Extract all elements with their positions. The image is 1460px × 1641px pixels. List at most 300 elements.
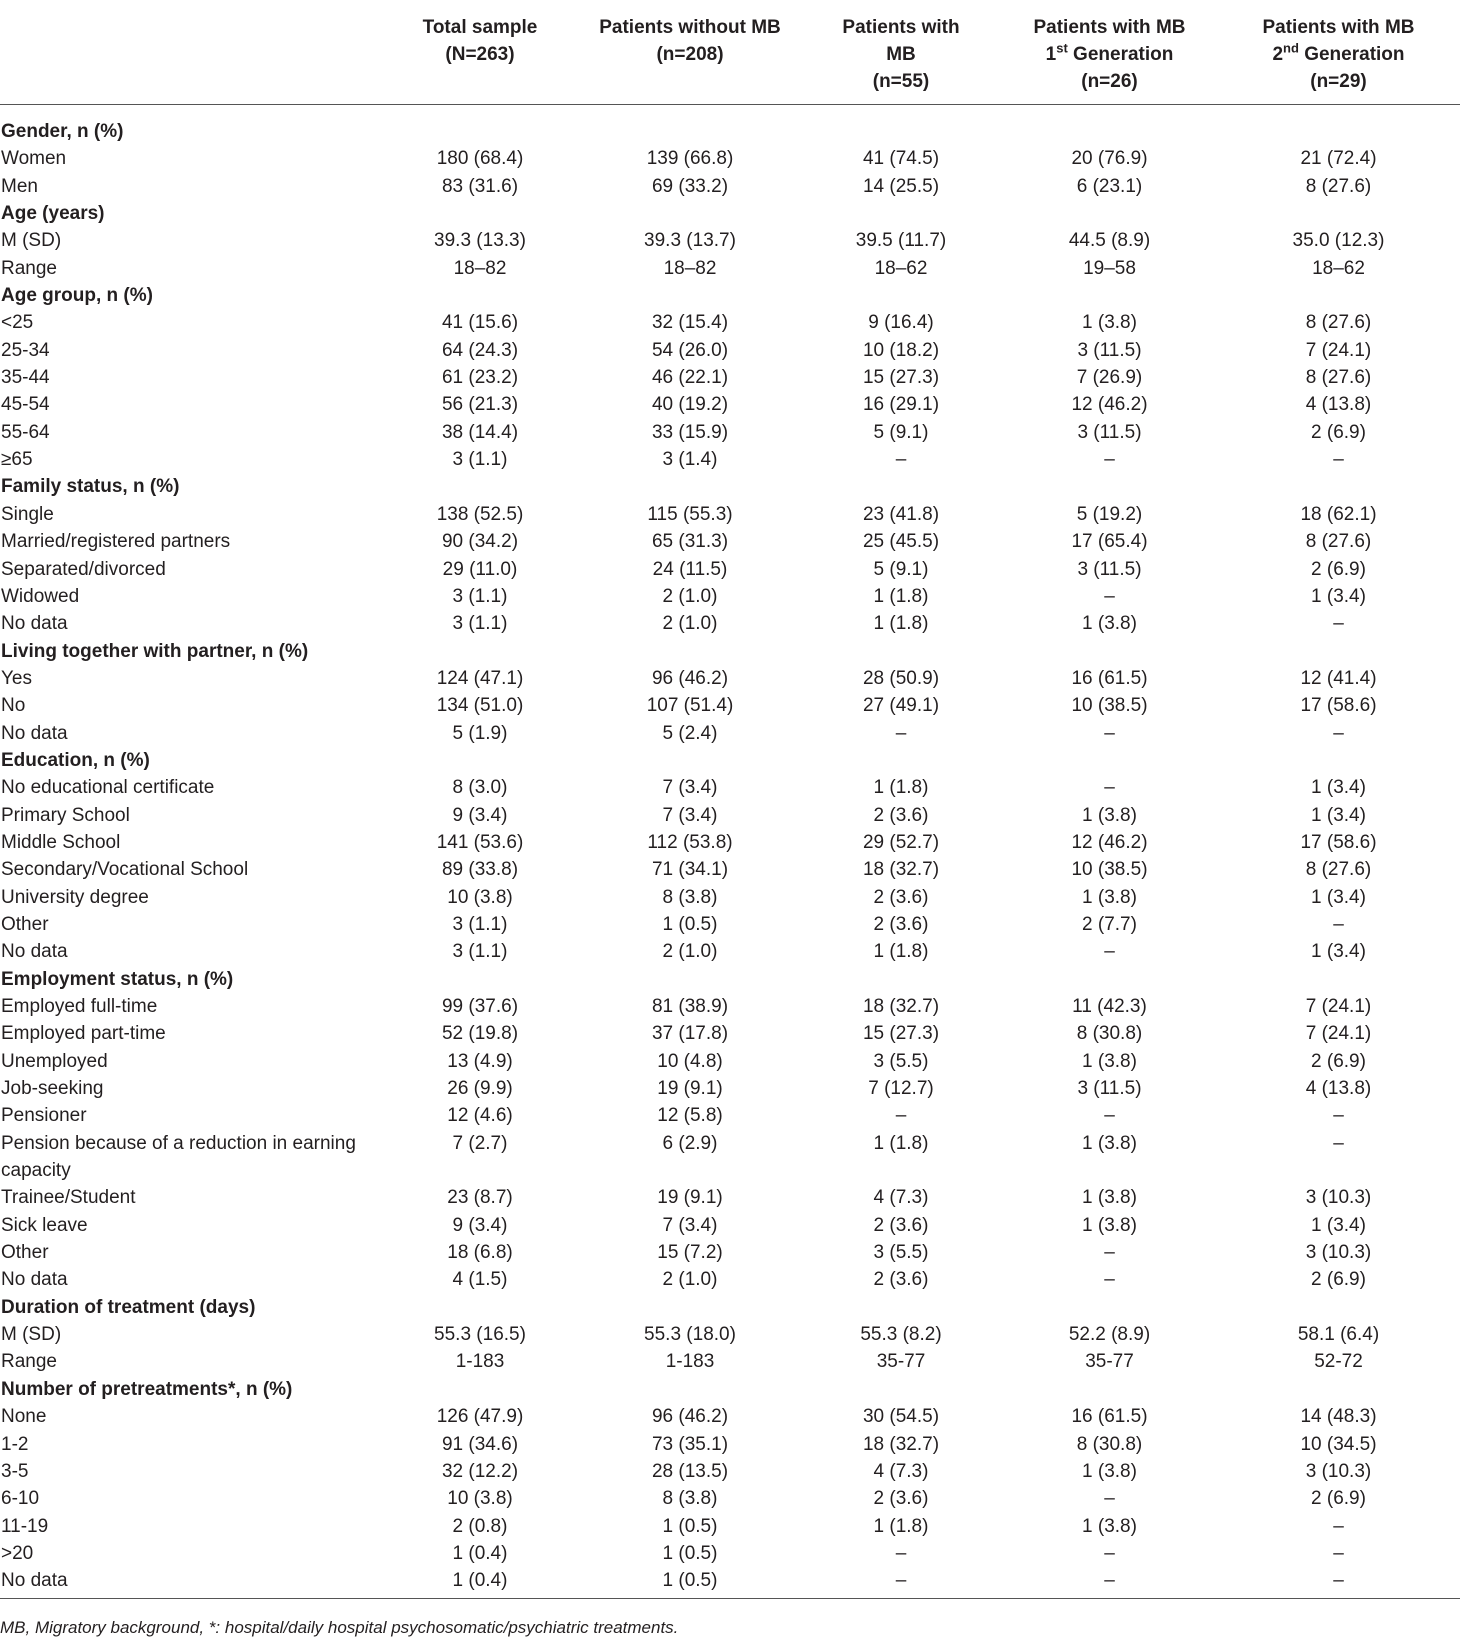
table-row bbox=[0, 1403, 1460, 1430]
cell-col-2: 1 (0.5) bbox=[662, 1515, 718, 1537]
cell-col-4 bbox=[1002, 473, 1217, 500]
cell-col-5: 7 (24.1) bbox=[1305, 996, 1372, 1017]
row-label: Range bbox=[1, 1351, 57, 1373]
cell-col-4: 1 (3.8) bbox=[1082, 1187, 1137, 1209]
row-label: 25-34 bbox=[1, 339, 50, 361]
row-label: None bbox=[1, 1406, 47, 1428]
row-label: Employed full-time bbox=[1, 996, 158, 1017]
cell-col-4: 1 (3.8) bbox=[1082, 1515, 1137, 1537]
cell-col-5: 7 (24.1) bbox=[1305, 1023, 1372, 1045]
row-label: Married/registered partners bbox=[1, 531, 231, 553]
row-label: 3-5 bbox=[1, 1460, 29, 1482]
cell-col-2: 24 (11.5) bbox=[652, 558, 728, 580]
cell-col-3: 41 (74.5) bbox=[862, 148, 940, 170]
cell-col-5: 3 (10.3) bbox=[1305, 1242, 1372, 1264]
cell-col-3: 18 (32.7) bbox=[862, 1433, 940, 1455]
section-label: Education, n (%) bbox=[1, 749, 150, 771]
cell-col-5: 18 (62.1) bbox=[1300, 503, 1377, 525]
cell-col-3: 28 (50.9) bbox=[862, 667, 940, 689]
cell-col-5: – bbox=[1333, 1542, 1344, 1564]
table-row bbox=[0, 556, 1460, 583]
cell-col-4: 19–58 bbox=[1083, 257, 1136, 279]
table-row bbox=[0, 1485, 1460, 1512]
cell-col-4: 1 (3.8) bbox=[1082, 1050, 1137, 1072]
row-label: Men bbox=[1, 175, 38, 197]
cell-col-1: 55.3 (16.5) bbox=[434, 1324, 526, 1346]
cell-col-4: – bbox=[1104, 777, 1115, 799]
table-row bbox=[0, 1239, 1460, 1266]
cell-col-4: 3 (11.5) bbox=[1077, 558, 1142, 580]
cell-col-2: 96 (46.2) bbox=[651, 667, 729, 689]
cell-col-1: 13 (4.9) bbox=[447, 1050, 513, 1072]
cell-col-1: 90 (34.2) bbox=[441, 531, 519, 553]
table-row bbox=[0, 692, 1460, 719]
cell-col-2: 46 (22.1) bbox=[651, 367, 729, 389]
cell-col-5: 52-72 bbox=[1314, 1351, 1363, 1373]
cell-col-4: 2 (7.7) bbox=[1082, 913, 1137, 935]
cell-col-2 bbox=[580, 1294, 800, 1321]
table-row bbox=[0, 1513, 1460, 1540]
cell-col-2: 2 (1.0) bbox=[662, 941, 718, 963]
table-row bbox=[0, 145, 1460, 172]
cell-col-3: 25 (45.5) bbox=[862, 531, 940, 553]
table-row bbox=[0, 610, 1460, 637]
table-row bbox=[0, 1102, 1460, 1129]
row-label: >20 bbox=[1, 1542, 34, 1564]
column-header-5 bbox=[1217, 0, 1460, 105]
cell-col-4: 3 (11.5) bbox=[1077, 339, 1142, 361]
cell-col-4: 6 (23.1) bbox=[1076, 175, 1143, 197]
table-row bbox=[0, 501, 1460, 528]
cell-col-2: 107 (51.4) bbox=[646, 695, 734, 717]
cell-col-4: 3 (11.5) bbox=[1077, 421, 1142, 443]
cell-col-5: 8 (27.6) bbox=[1305, 531, 1372, 553]
cell-col-2 bbox=[580, 1376, 800, 1403]
cell-col-5: 35.0 (12.3) bbox=[1292, 230, 1385, 252]
cell-col-1: 2 (0.8) bbox=[452, 1515, 508, 1537]
column-header-line: Patients with MB bbox=[1262, 17, 1415, 38]
cell-col-4: 11 (42.3) bbox=[1072, 996, 1147, 1017]
table-body bbox=[0, 105, 1460, 1599]
cell-col-3: – bbox=[895, 1105, 907, 1127]
cell-col-1: 23 (8.7) bbox=[447, 1187, 513, 1209]
cell-col-1: 1 (0.4) bbox=[452, 1542, 508, 1564]
cell-col-3: 5 (9.1) bbox=[873, 558, 929, 580]
cell-col-3 bbox=[800, 966, 1002, 993]
table-row bbox=[0, 1431, 1460, 1458]
cell-col-3: 16 (29.1) bbox=[862, 394, 940, 416]
cell-col-3: 9 (16.4) bbox=[868, 312, 934, 334]
row-label: M (SD) bbox=[1, 1324, 62, 1346]
cell-col-3: 3 (5.5) bbox=[873, 1242, 929, 1264]
section-header-row bbox=[0, 747, 1460, 774]
cell-col-4: 1 (3.8) bbox=[1082, 312, 1137, 334]
cell-col-1 bbox=[380, 473, 580, 500]
section-header-row bbox=[0, 105, 1460, 146]
header-stub bbox=[0, 0, 380, 105]
cell-col-4 bbox=[1002, 966, 1217, 993]
column-header-line: 1st Generation bbox=[1045, 40, 1174, 65]
row-label: Unemployed bbox=[1, 1050, 108, 1072]
section-label: Age (years) bbox=[1, 203, 105, 225]
cell-col-2: 8 (3.8) bbox=[662, 886, 718, 908]
section-label: Family status, n (%) bbox=[1, 476, 180, 498]
row-label: Trainee/Student bbox=[1, 1187, 136, 1209]
cell-col-2: 6 (2.9) bbox=[662, 1132, 718, 1154]
cell-col-2: 73 (35.1) bbox=[651, 1433, 729, 1455]
column-header-line: Patients with MB bbox=[1033, 17, 1186, 38]
table-row bbox=[0, 1130, 1460, 1185]
cell-col-5: 1 (3.4) bbox=[1311, 804, 1366, 826]
cell-col-4: 20 (76.9) bbox=[1071, 148, 1148, 170]
cell-col-4: 1 (3.8) bbox=[1082, 1460, 1137, 1482]
table-row bbox=[0, 884, 1460, 911]
cell-col-1: 141 (53.6) bbox=[436, 831, 524, 853]
cell-col-5: 1 (3.4) bbox=[1311, 1214, 1366, 1236]
cell-col-2 bbox=[580, 473, 800, 500]
cell-col-1: 61 (23.2) bbox=[441, 367, 519, 389]
cell-col-5: 4 (13.8) bbox=[1305, 394, 1372, 416]
cell-col-3: 7 (12.7) bbox=[868, 1078, 934, 1100]
table-row bbox=[0, 911, 1460, 938]
cell-col-2: 112 (53.8) bbox=[647, 831, 733, 853]
cell-col-4: 1 (3.8) bbox=[1082, 1214, 1137, 1236]
cell-col-1: 134 (51.0) bbox=[436, 695, 524, 717]
cell-col-4: 44.5 (8.9) bbox=[1068, 230, 1151, 252]
cell-col-2: 96 (46.2) bbox=[651, 1406, 729, 1428]
cell-col-3: 18–62 bbox=[874, 257, 928, 279]
cell-col-2 bbox=[580, 638, 800, 665]
column-header-line: MB bbox=[886, 44, 916, 65]
cell-col-3: 27 (49.1) bbox=[862, 695, 940, 717]
row-label: Employed part-time bbox=[1, 1023, 166, 1045]
cell-col-2: 1 (0.5) bbox=[662, 1542, 718, 1564]
cell-col-1: 1 (0.4) bbox=[380, 1567, 580, 1598]
cell-col-4: 12 (46.2) bbox=[1071, 831, 1148, 853]
cell-col-2: 33 (15.9) bbox=[651, 421, 729, 443]
section-label: Duration of treatment (days) bbox=[1, 1296, 256, 1318]
table-row bbox=[0, 227, 1460, 254]
cell-col-3: 29 (52.7) bbox=[862, 831, 940, 853]
cell-col-5 bbox=[1217, 747, 1460, 774]
table-row bbox=[0, 993, 1460, 1020]
cell-col-2: 69 (33.2) bbox=[651, 175, 729, 197]
row-label: No data bbox=[1, 613, 68, 635]
cell-col-3: 3 (5.5) bbox=[873, 1050, 929, 1072]
cell-col-5: 7 (24.1) bbox=[1305, 339, 1372, 361]
table-footnote: MB, Migratory background, *: hospital/daily hospital psychosomatic/psychiatric treatments. bbox=[0, 1618, 679, 1637]
table-row bbox=[0, 829, 1460, 856]
cell-col-5 bbox=[1217, 1376, 1460, 1403]
table-row bbox=[0, 419, 1460, 446]
section-header-row bbox=[0, 282, 1460, 309]
cell-col-5: 8 (27.6) bbox=[1305, 367, 1372, 389]
cell-col-2 bbox=[580, 747, 800, 774]
cell-col-4: – bbox=[1104, 449, 1115, 471]
cell-col-1: 126 (47.9) bbox=[436, 1406, 524, 1428]
cell-col-5: – bbox=[1217, 1567, 1460, 1598]
cell-col-2: 2 (1.0) bbox=[662, 1269, 718, 1291]
cell-col-3: 2 (3.6) bbox=[873, 1214, 929, 1236]
cell-col-3 bbox=[800, 105, 1002, 146]
table-row bbox=[0, 528, 1460, 555]
cell-col-1: 138 (52.5) bbox=[436, 503, 524, 525]
cell-col-5: 17 (58.6) bbox=[1300, 831, 1377, 853]
cell-col-5: 2 (6.9) bbox=[1311, 1050, 1366, 1072]
cell-col-2: 39.3 (13.7) bbox=[644, 230, 736, 252]
cell-col-3: 23 (41.8) bbox=[862, 503, 940, 525]
cell-col-4: – bbox=[1104, 1269, 1115, 1291]
cell-col-5 bbox=[1217, 282, 1460, 309]
column-header-line: (n=26) bbox=[1081, 71, 1138, 92]
cell-col-3 bbox=[800, 1376, 1002, 1403]
cell-col-1: 4 (1.5) bbox=[452, 1269, 508, 1291]
cell-col-5: 1 (3.4) bbox=[1311, 777, 1366, 799]
row-label: No bbox=[1, 695, 26, 717]
row-label: Other bbox=[1, 1242, 49, 1264]
cell-col-4: – bbox=[1104, 1542, 1115, 1564]
cell-col-4 bbox=[1002, 282, 1217, 309]
section-label: Employment status, n (%) bbox=[1, 968, 234, 990]
cell-col-4: 10 (38.5) bbox=[1071, 859, 1148, 881]
table-row bbox=[0, 720, 1460, 747]
cell-col-5: – bbox=[1333, 722, 1344, 744]
section-header-row bbox=[0, 966, 1460, 993]
cell-col-4: – bbox=[1104, 1105, 1115, 1127]
table-row bbox=[0, 309, 1460, 336]
cell-col-1: 56 (21.3) bbox=[441, 394, 519, 416]
column-header-4 bbox=[1002, 0, 1217, 105]
cell-col-5: 14 (48.3) bbox=[1300, 1406, 1377, 1428]
cell-col-2 bbox=[580, 200, 800, 227]
cell-col-3: – bbox=[800, 1567, 1002, 1598]
cell-col-1: 3 (1.1) bbox=[452, 449, 508, 471]
section-header-row bbox=[0, 1376, 1460, 1403]
row-label: 1-2 bbox=[1, 1433, 29, 1455]
cell-col-1: 3 (1.1) bbox=[452, 613, 508, 635]
table-row bbox=[0, 1184, 1460, 1211]
table-row bbox=[0, 1567, 1460, 1598]
cell-col-1: 12 (4.6) bbox=[447, 1105, 513, 1127]
cell-col-3: 30 (54.5) bbox=[862, 1406, 940, 1428]
table-row bbox=[0, 938, 1460, 965]
table-row bbox=[0, 391, 1460, 418]
cell-col-3: 4 (7.3) bbox=[873, 1187, 929, 1209]
cell-col-4: – bbox=[1104, 1488, 1115, 1510]
cell-col-5: – bbox=[1333, 1105, 1344, 1127]
cell-col-1: 89 (33.8) bbox=[441, 859, 519, 881]
cell-col-3: 2 (3.6) bbox=[873, 804, 929, 826]
cell-col-2: 32 (15.4) bbox=[651, 312, 729, 334]
table-row bbox=[0, 856, 1460, 883]
row-label: No data bbox=[1, 941, 68, 963]
table-row bbox=[0, 1458, 1460, 1485]
table-row bbox=[0, 1212, 1460, 1239]
cell-col-3 bbox=[800, 282, 1002, 309]
header-row bbox=[0, 0, 1460, 105]
cell-col-1 bbox=[380, 966, 580, 993]
row-label: Single bbox=[1, 503, 54, 525]
table-row bbox=[0, 802, 1460, 829]
row-label: Separated/divorced bbox=[1, 558, 166, 580]
cell-col-1 bbox=[380, 1294, 580, 1321]
table-row bbox=[0, 337, 1460, 364]
row-label: 55-64 bbox=[1, 421, 50, 443]
cell-col-3: 14 (25.5) bbox=[862, 175, 940, 197]
cell-col-5: 12 (41.4) bbox=[1300, 667, 1377, 689]
cell-col-5: 2 (6.9) bbox=[1311, 1488, 1366, 1510]
cell-col-5: 1 (3.4) bbox=[1311, 886, 1366, 908]
table-row bbox=[0, 583, 1460, 610]
cell-col-4 bbox=[1002, 1294, 1217, 1321]
cell-col-2: 18–82 bbox=[663, 257, 717, 279]
cell-col-4: 7 (26.9) bbox=[1076, 367, 1143, 389]
cell-col-5: 8 (27.6) bbox=[1305, 175, 1372, 197]
cell-col-2 bbox=[580, 105, 800, 146]
table-row bbox=[0, 255, 1460, 282]
column-header-line: (n=55) bbox=[872, 71, 930, 92]
cell-col-2: 40 (19.2) bbox=[651, 394, 729, 416]
cell-col-4: – bbox=[1104, 585, 1115, 607]
cell-col-1: 99 (37.6) bbox=[441, 996, 519, 1017]
cell-col-2: 2 (1.0) bbox=[662, 585, 718, 607]
row-label: Other bbox=[1, 913, 49, 935]
cell-col-3: 15 (27.3) bbox=[862, 1023, 940, 1045]
cell-col-4: 10 (38.5) bbox=[1071, 695, 1148, 717]
row-label: 11-19 bbox=[1, 1515, 49, 1537]
cell-col-4: 1 (3.8) bbox=[1082, 613, 1137, 635]
cell-col-5 bbox=[1217, 638, 1460, 665]
table-row bbox=[0, 1020, 1460, 1047]
column-header-3 bbox=[800, 0, 1002, 105]
cell-col-1: 124 (47.1) bbox=[436, 667, 524, 689]
row-label: Widowed bbox=[1, 585, 80, 607]
table-row bbox=[0, 665, 1460, 692]
row-label: No educational certificate bbox=[1, 777, 215, 799]
table-row bbox=[0, 1540, 1460, 1567]
cell-col-5: 2 (6.9) bbox=[1311, 1269, 1366, 1291]
column-header-line: Patients without MB bbox=[599, 17, 781, 38]
cell-col-5: 58.1 (6.4) bbox=[1297, 1324, 1380, 1346]
section-label: Gender, n (%) bbox=[1, 121, 124, 142]
table-row bbox=[0, 1321, 1460, 1348]
cell-col-5: 3 (10.3) bbox=[1305, 1187, 1372, 1209]
cell-col-4 bbox=[1002, 747, 1217, 774]
cell-col-1: 1-183 bbox=[455, 1351, 505, 1373]
cell-col-5: – bbox=[1333, 1132, 1344, 1154]
row-label: No data bbox=[0, 1567, 380, 1598]
cell-col-1: 32 (12.2) bbox=[441, 1460, 519, 1482]
cell-col-3 bbox=[800, 747, 1002, 774]
cell-col-4: 35-77 bbox=[1085, 1351, 1134, 1373]
cell-col-4 bbox=[1002, 1376, 1217, 1403]
cell-col-1 bbox=[380, 282, 580, 309]
cell-col-3 bbox=[800, 638, 1002, 665]
row-label: Yes bbox=[1, 667, 32, 689]
row-label: Primary School bbox=[1, 804, 130, 826]
cell-col-2: 8 (3.8) bbox=[662, 1488, 718, 1510]
cell-col-2: 7 (3.4) bbox=[662, 777, 718, 799]
cell-col-4: 17 (65.4) bbox=[1071, 531, 1148, 553]
cell-col-1: 10 (3.8) bbox=[447, 1488, 513, 1510]
cell-col-3: 15 (27.3) bbox=[862, 367, 940, 389]
column-header-line: Total sample bbox=[422, 17, 538, 38]
row-label: 45-54 bbox=[1, 394, 50, 416]
column-header-line: (n=29) bbox=[1310, 71, 1367, 92]
table-header bbox=[0, 0, 1460, 105]
table-row bbox=[0, 1348, 1460, 1375]
cell-col-5: – bbox=[1333, 1515, 1344, 1537]
section-header-row bbox=[0, 200, 1460, 227]
cell-col-4: 12 (46.2) bbox=[1071, 394, 1148, 416]
row-label: <25 bbox=[1, 312, 34, 334]
cell-col-1: 39.3 (13.3) bbox=[434, 230, 526, 252]
cell-col-3: 1 (1.8) bbox=[873, 585, 929, 607]
cell-col-1 bbox=[380, 747, 580, 774]
row-label: 6-10 bbox=[1, 1488, 40, 1510]
row-label: 35-44 bbox=[1, 367, 50, 389]
cell-col-2: 1 (0.5) bbox=[580, 1567, 800, 1598]
cell-col-2: 5 (2.4) bbox=[662, 722, 718, 744]
cell-col-1: 5 (1.9) bbox=[452, 722, 508, 744]
cell-col-4: 3 (11.5) bbox=[1077, 1078, 1142, 1100]
cell-col-5: 10 (34.5) bbox=[1300, 1433, 1377, 1455]
cell-col-2: 1 (0.5) bbox=[662, 913, 718, 935]
cell-col-3: 55.3 (8.2) bbox=[860, 1324, 942, 1346]
cell-col-3: 2 (3.6) bbox=[873, 1488, 929, 1510]
column-header-2 bbox=[580, 0, 800, 105]
table-row bbox=[0, 774, 1460, 801]
cell-col-1: 10 (3.8) bbox=[447, 886, 513, 908]
cell-col-4: 1 (3.8) bbox=[1082, 1132, 1137, 1154]
cell-col-3: 1 (1.8) bbox=[873, 941, 929, 963]
cell-col-2: 55.3 (18.0) bbox=[644, 1324, 736, 1346]
cell-col-5: 17 (58.6) bbox=[1300, 695, 1377, 717]
cell-col-3: – bbox=[895, 449, 907, 471]
cell-col-4: 1 (3.8) bbox=[1082, 804, 1137, 826]
column-header-line: (N=263) bbox=[445, 44, 515, 65]
cell-col-3 bbox=[800, 200, 1002, 227]
cell-col-5: – bbox=[1333, 613, 1344, 635]
cell-col-3 bbox=[800, 1294, 1002, 1321]
column-header-1 bbox=[380, 0, 580, 105]
cell-col-5: 1 (3.4) bbox=[1311, 585, 1366, 607]
cell-col-2: 65 (31.3) bbox=[651, 531, 729, 553]
cell-col-2: 54 (26.0) bbox=[651, 339, 729, 361]
row-label: Women bbox=[1, 148, 67, 170]
cell-col-1: 26 (9.9) bbox=[447, 1078, 513, 1100]
cell-col-3: 2 (3.6) bbox=[873, 913, 929, 935]
cell-col-5: – bbox=[1333, 913, 1344, 935]
cell-col-5: 1 (3.4) bbox=[1311, 941, 1366, 963]
table-row bbox=[0, 173, 1460, 200]
table-row bbox=[0, 1048, 1460, 1075]
cell-col-2: 115 (55.3) bbox=[647, 503, 733, 525]
cell-col-4: 16 (61.5) bbox=[1071, 667, 1148, 689]
cell-col-5 bbox=[1217, 473, 1460, 500]
cell-col-2: 2 (1.0) bbox=[662, 613, 718, 635]
cell-col-3: 1 (1.8) bbox=[873, 777, 929, 799]
section-label: Age group, n (%) bbox=[1, 285, 153, 307]
cell-col-3: 2 (3.6) bbox=[873, 1269, 929, 1291]
cell-col-2: 81 (38.9) bbox=[651, 996, 729, 1017]
cell-col-2: 7 (3.4) bbox=[662, 804, 718, 826]
section-header-row bbox=[0, 1294, 1460, 1321]
row-label: Middle School bbox=[1, 831, 121, 853]
cell-col-4: 1 (3.8) bbox=[1082, 886, 1137, 908]
cell-col-1: 3 (1.1) bbox=[452, 585, 508, 607]
column-header-line: 2nd Generation bbox=[1272, 40, 1405, 65]
